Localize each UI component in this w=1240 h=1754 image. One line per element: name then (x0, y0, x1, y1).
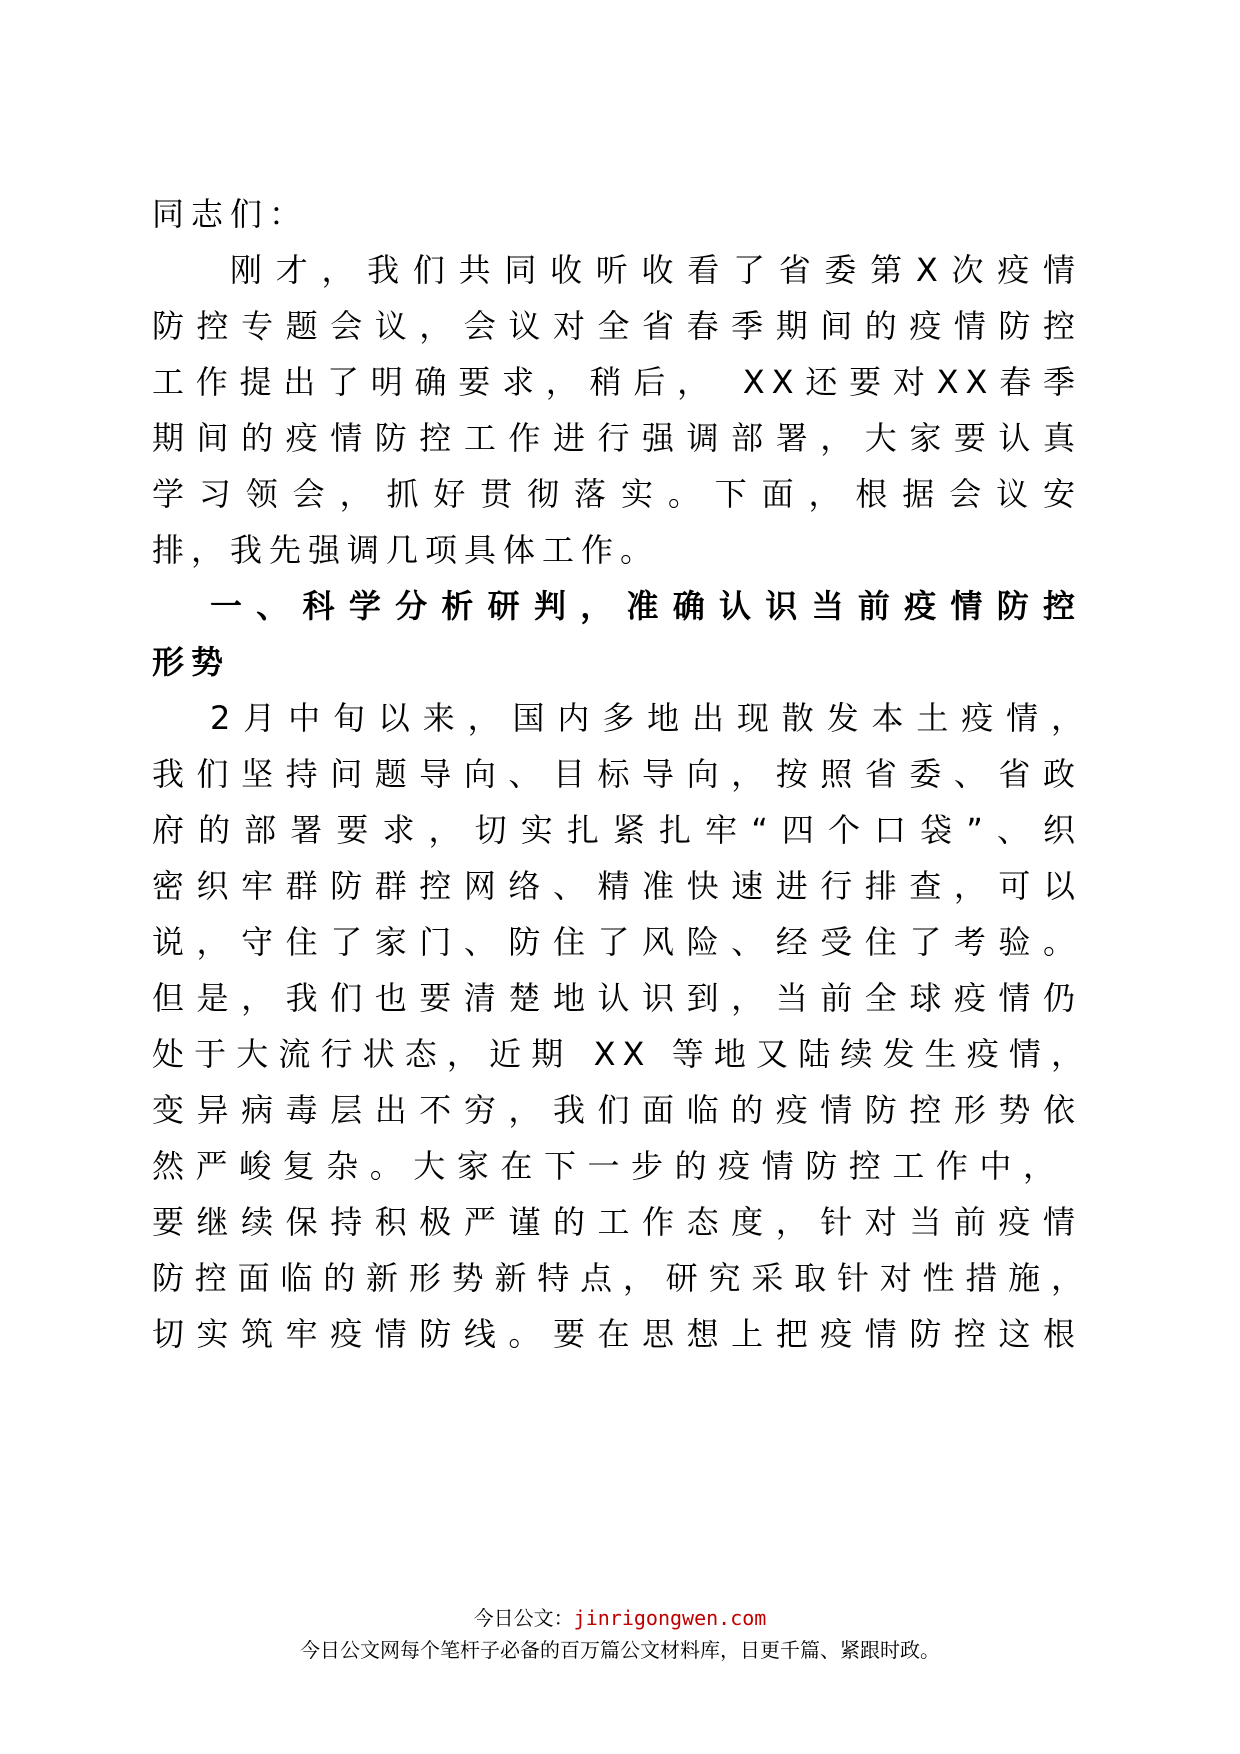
paragraph-line: 变异病毒层出不穷，我们面临的疫情防控形势依 (152, 1091, 1082, 1129)
paragraph-line: 然严峻复杂。大家在下一步的疫情防控工作中， (152, 1147, 1062, 1185)
paragraph-line: 期间的疫情防控工作进行强调部署，大家要认真 (152, 419, 1082, 457)
salutation: 同志们： (152, 195, 309, 233)
paragraph-line: 处于大流行状态，近期 XX 等地又陆续发生疫情， (152, 1035, 1090, 1073)
footer-site-label: 今日公文： (473, 1606, 574, 1630)
paragraph-line: 学习领会，抓好贯彻落实。下面，根据会议安 (152, 475, 1082, 513)
paragraph-line: 切实筑牢疫情防线。要在思想上把疫情防控这根 (152, 1315, 1082, 1353)
paragraph-line: 说，守住了家门、防住了风险、经受住了考验。 (152, 923, 1082, 961)
footer-site-link[interactable]: jinrigongwen.com (573, 1606, 767, 1630)
paragraph-line: 但是，我们也要清楚地认识到，当前全球疫情仍 (152, 979, 1082, 1017)
paragraph-line: 防控面临的新形势新特点，研究采取针对性措施， (152, 1259, 1090, 1297)
paragraph-line: 府的部署要求，切实扎紧扎牢“四个口袋”、织 (152, 811, 1082, 849)
paragraph-line: 我们坚持问题导向、目标导向，按照省委、省政 (152, 755, 1082, 793)
paragraph-line: 2月中旬以来，国内多地出现散发本土疫情， (210, 699, 1090, 737)
paragraph-line: 刚才，我们共同收听收看了省委第X次疫情 (230, 251, 1082, 289)
section-heading-continued: 形势 (152, 643, 231, 681)
paragraph-line: 排，我先强调几项具体工作。 (152, 531, 660, 569)
paragraph-line: 防控专题会议，会议对全省春季期间的疫情防控 (152, 307, 1082, 345)
paragraph-line: 要继续保持积极严谨的工作态度，针对当前疫情 (152, 1203, 1082, 1241)
footer-site (0, 1604, 1240, 1632)
footer-tagline: 今日公文网每个笔杆子必备的百万篇公文材料库，日更千篇、紧跟时政。 (300, 1638, 940, 1662)
section-heading: 一、科学分析研判，准确认识当前疫情防控 (210, 587, 1082, 625)
paragraph-line: 密织牢群防群控网络、精准快速进行排查，可以 (152, 867, 1082, 905)
paragraph-line: 工作提出了明确要求，稍后， XX还要对XX春季 (152, 363, 1082, 401)
